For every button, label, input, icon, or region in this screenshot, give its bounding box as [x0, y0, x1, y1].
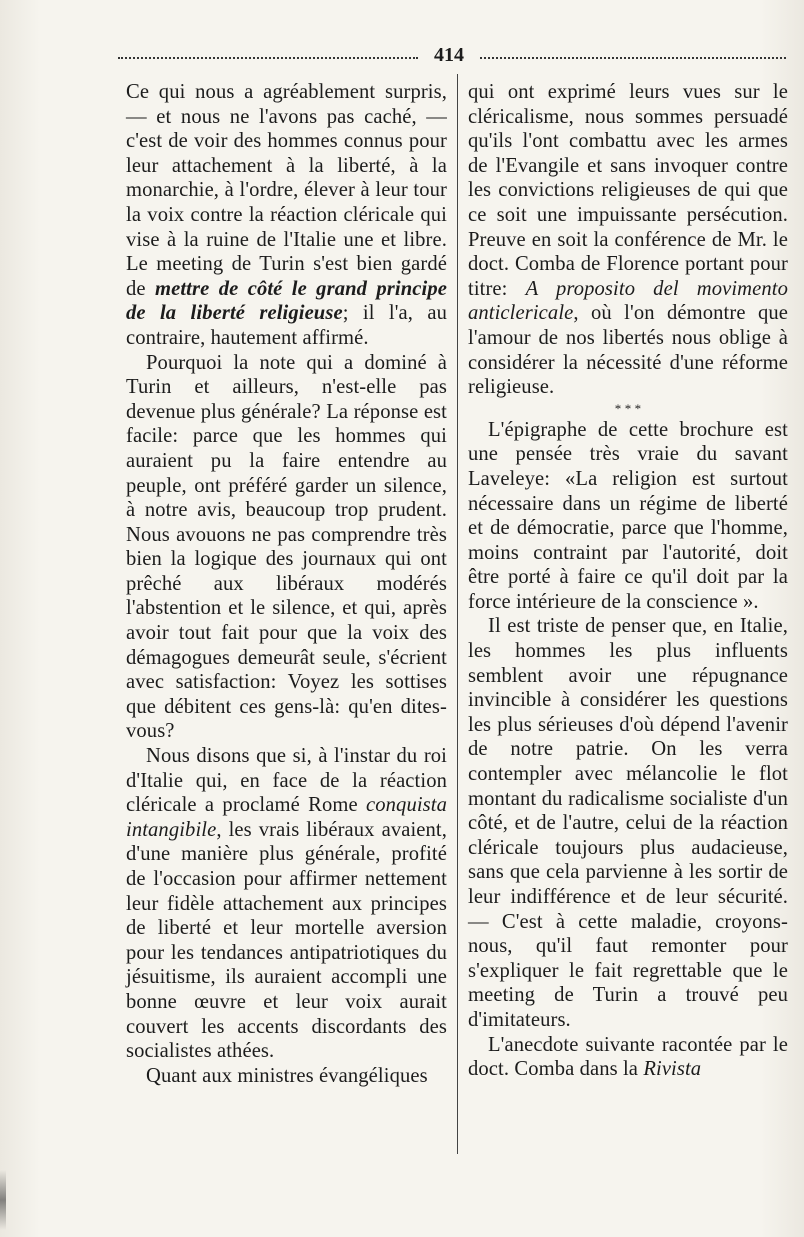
italic-phrase: conquista intangibile — [126, 794, 447, 841]
paragraph: L'épigraphe de cette brochure est une pensée très vraie du savant Laveleye: «La religion est surtout nécessaire dans un régime de liberté et de démocratie, parce que l'homme, moins contraint par l'autorité, doit être porté à faire ce qu'il doit par la force intérieure de la conscience ». — [468, 418, 788, 613]
paragraph-text: L'anecdote suivante racontée par le doct. Comba dans la — [468, 1033, 788, 1081]
paragraph — [468, 1033, 788, 1082]
right-column — [468, 80, 788, 1082]
paragraph: Pourquoi la note qui a dominé à Turin et ailleurs, n'est-elle pas devenue plus générale? La réponse est facile: parce que les hommes qui auraient pu la faire entendre au peuple, ont préféré garder un silence, à notre avis, beaucoup trop prudent. Nous avouons ne pas comprendre très bien la logique des journaux qui ont prêché aux libéraux modérés l'abstention et le silence, et qui, après avoir tout fait pour que la voix des démagogues demeurât seule, s'écrient avec satisfaction: Voyez les sottises que débitent ces gens-là: qu'en dites-vous? — [126, 351, 447, 743]
scan-edge-shadow — [0, 1170, 6, 1230]
italic-phrase: A proposito del movimento anticlericale — [468, 277, 788, 325]
paragraph: Quant aux ministres évangéliques — [146, 1064, 428, 1087]
paragraph-text: , où l'on démontre que l'amour de nos libertés nous oblige à considérer la nécessité d'une réforme religieuse. — [468, 302, 788, 399]
italic-phrase: Rivista — [643, 1058, 702, 1081]
page-number: 414 — [434, 44, 464, 66]
paragraph: Il est triste de penser que, en Italie, les hommes les plus influents semblent avoir une répugnance invincible à considérer les questions les plus sérieuses d'où dépend l'avenir de notre patrie. On les verra contempler avec mélancolie le flot montant du radicalisme socialiste d'un côté, et de l'autre, celui de la réaction cléricale toujours plus audacieuse, sans que cela parvienne à les sortir de leur indifférence et de leur sécurité. — C'est à cette maladie, croyons-nous, qu'il faut remonter pour s'expliquer le fait regrettable que le meeting de Turin a trouvé peu d'imitateurs. — [468, 615, 788, 1031]
paragraph — [126, 744, 447, 1064]
section-separator: * * * — [614, 400, 642, 416]
paragraph — [126, 80, 447, 351]
paragraph-text: Ce qui nous a agréablement surpris, — et nous ne l'avons pas caché, — c'est de voir des hommes connus pour leur attachement à la liberté, à la monarchie, à l'ordre, élever à leur tour la voix contre la réaction cléricale qui vise à la ruine de l'Italie une et libre. Le meeting de Turin s'est bien gardé de — [126, 81, 447, 300]
page-header — [118, 44, 786, 68]
left-column — [126, 80, 447, 1088]
header-rule-left — [118, 57, 418, 59]
paragraph-text: qui ont exprimé leurs vues sur le cléricalisme, nous sommes persuadé qu'ils l'ont combattu avec les armes de l'Evangile et sans invoquer contre les convictions religieuses de qui que ce soit une impuissante persécution. Preuve en soit la conférence de Mr. le doct. Comba de Florence portant pour titre: — [468, 81, 788, 300]
paragraph-text: Nous disons que si, à l'instar du roi d'Italie qui, en face de la réaction cléricale a proclamé Rome — [126, 745, 447, 817]
column-divider — [457, 74, 458, 1154]
italic-phrase: mettre de côté le grand principe de la liberté religieuse — [126, 277, 447, 325]
paragraph — [468, 80, 788, 400]
paragraph-text: ; il l'a, au contraire, hautement affirmé. — [126, 302, 447, 349]
paragraph-text: , les vrais libéraux avaient, d'une manière plus générale, profité de l'occasion pour affirmer nettement leur fidèle attachement aux principes de liberté et leur mortelle aversion pour les tendances antipatriotiques du jésuitisme, ils auraient accompli une bonne œuvre et leur voix aurait couvert les accents discordants des socialistes athées. — [126, 818, 447, 1063]
header-rule-right — [480, 57, 786, 59]
